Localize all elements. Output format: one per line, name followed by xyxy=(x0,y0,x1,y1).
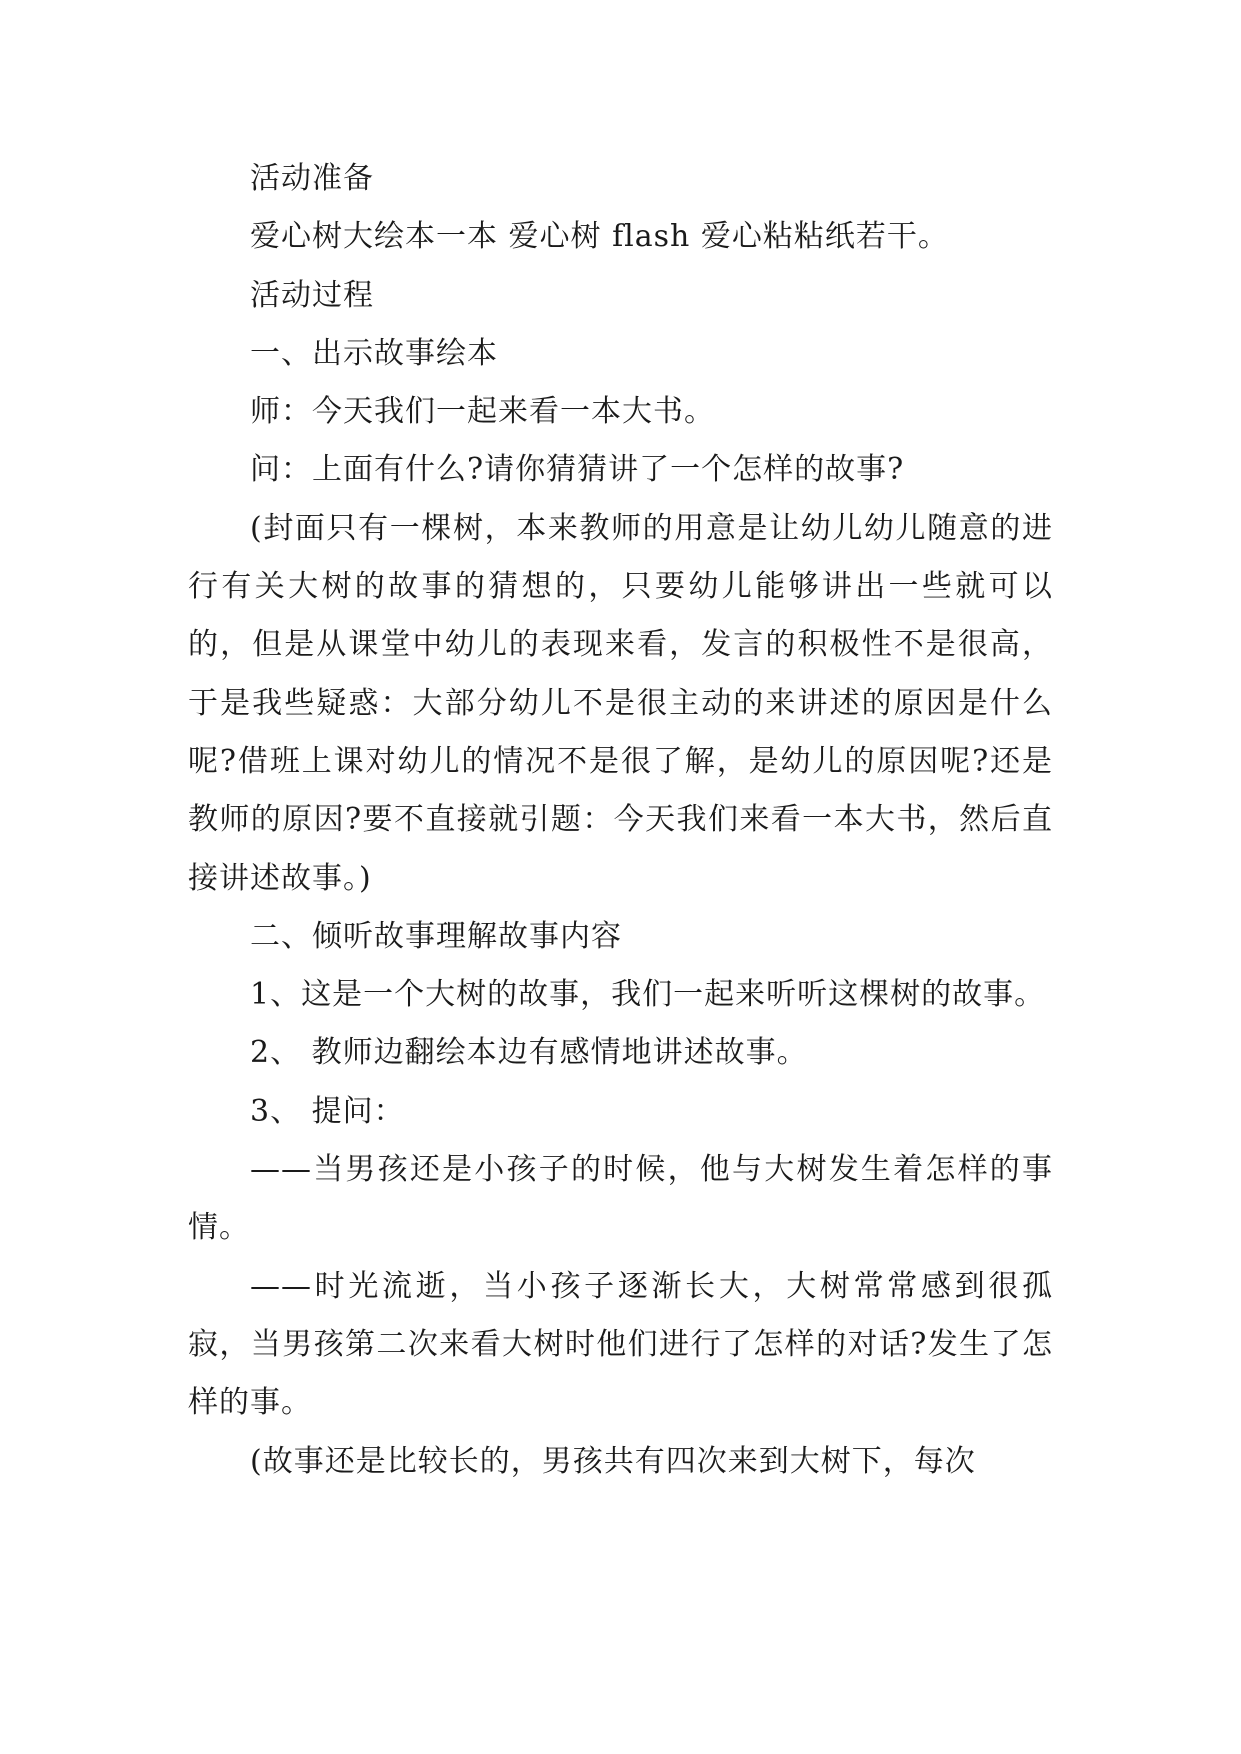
paragraph-materials: 爱心树大绘本一本 爱心树 flash 爱心粘粘纸若干。 xyxy=(250,219,949,255)
paragraph-story-note: (故事还是比较长的，男孩共有四次来到大树下，每次 xyxy=(250,1443,976,1479)
document-body xyxy=(188,150,1053,1491)
heading-activity-process: 活动过程 xyxy=(250,277,374,313)
paragraph-teacher-line: 师：今天我们一起来看一本大书。 xyxy=(250,394,715,430)
paragraph-reflection-note: (封面只有一棵树，本来教师的用意是让幼儿幼儿随意的进行有关大树的故事的猜想的，只要幼儿能够讲出一些就可以的，但是从课堂中幼儿的表现来看，发言的积极性不是很高，于是我些疑惑：大部分幼儿不是很主动的来讲述的原因是什么呢?借班上课对幼儿的情况不是很了解，是幼儿的原因呢?还是教师的原因?要不直接就引题：今天我们来看一本大书，然后直接讲述故事。) xyxy=(188,510,1053,896)
heading-step-one: 一、出示故事绘本 xyxy=(250,335,498,371)
heading-activity-preparation: 活动准备 xyxy=(250,161,374,196)
question-dash-2: ——时光流逝，当小孩子逐渐长大，大树常常感到很孤寂，当男孩第二次来看大树时他们进行了怎样的对话?发生了怎样的事。 xyxy=(188,1268,1053,1421)
list-item-2: 2、 教师边翻绘本边有感情地讲述故事。 xyxy=(250,1035,808,1071)
heading-step-two: 二、倾听故事理解故事内容 xyxy=(250,918,622,954)
list-item-1: 1、这是一个大树的故事，我们一起来听听这棵树的故事。 xyxy=(250,977,1046,1013)
question-dash-1: ——当男孩还是小孩子的时候，他与大树发生着怎样的事情。 xyxy=(188,1152,1053,1246)
paragraph-question: 问：上面有什么?请你猜猜讲了一个怎样的故事? xyxy=(250,452,905,488)
list-item-3: 3、 提问： xyxy=(250,1093,405,1129)
